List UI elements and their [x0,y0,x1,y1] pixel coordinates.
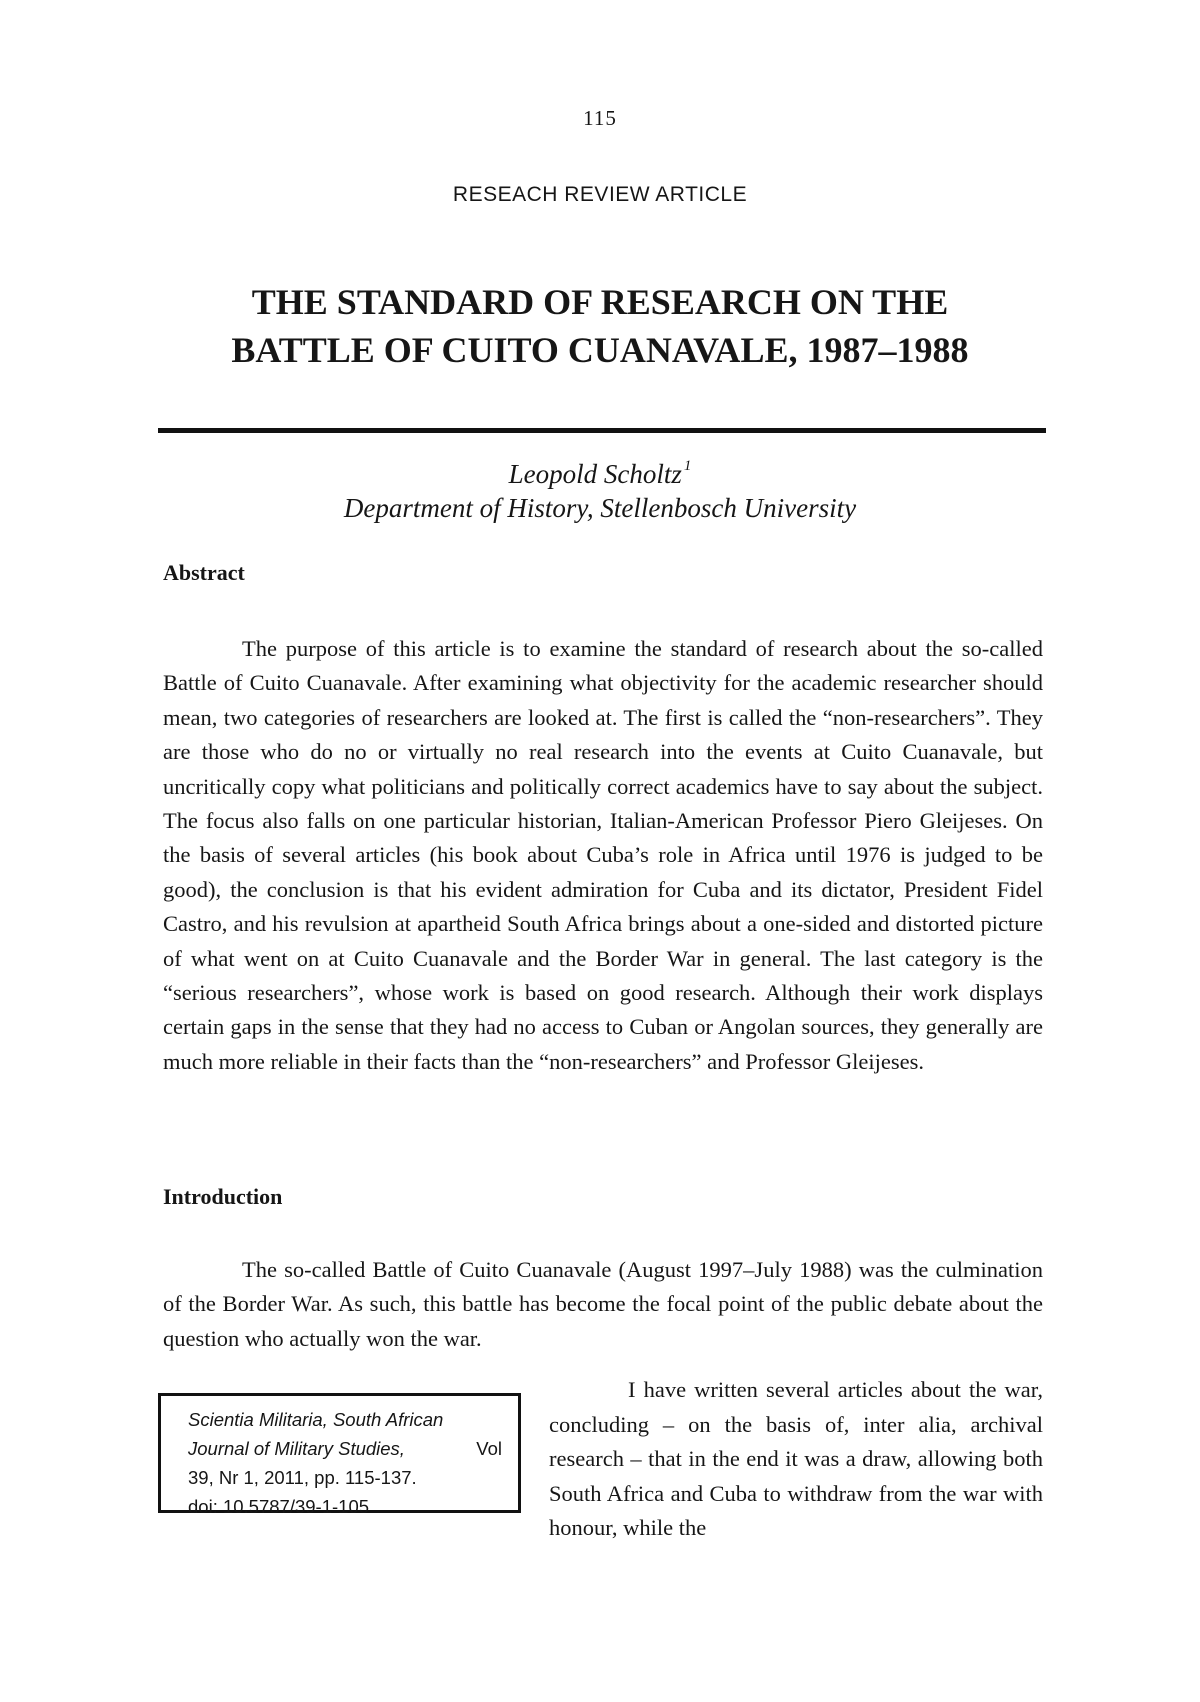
abstract-paragraph: The purpose of this article is to examine the standard of research about the so-called Battle of Cuito Cuanavale. After examining what objectivity for the academic researcher should mean, two categories of researchers are looked at. The first is called the “non-researchers”. They are those who do no or virtually no real research into the events at Cuito Cuanavale, but uncritically copy what politicians and politically correct academics have to say about the subject. The focus also falls on one particular historian, Italian-American Professor Piero Gleijeses. On the basis of several articles (his book about Cuba’s role in Africa until 1976 is judged to be good), the conclusion is that his evident admiration for Cuba and its dictator, President Fidel Castro, and his revulsion at apartheid South Africa brings about a one-sided and distorted picture of what went on at Cuito Cuanavale and the Border War in general. The last category is the “serious researchers”, whose work is based on good research. Although their work displays certain gaps in the sense that they had no access to Cuban or Angolan sources, they generally are much more reliable in their facts than the “non-researchers” and Professor Gleijeses. [163,636,1043,1074]
article-type-label: RESEACH REVIEW ARTICLE [452,183,748,206]
citation-journal-name-end: Journal of Military Studies, [188,1438,405,1459]
page-number: 115 [583,106,617,130]
title-line-2: BATTLE OF CUITO CUANAVALE, 1987–1988 [231,330,969,370]
article-title [0,278,1200,374]
abstract-heading: Abstract [163,560,245,585]
introduction-paragraph-2: I have written several articles about the war, concluding – on the basis of, inter alia, archival research – that in the end it was a draw, allowing both South Africa and Cuba to withdraw from the war with honour, while the [549,1377,1043,1541]
title-divider [158,428,1046,433]
citation-journal-line-2 [188,1434,506,1463]
footnote-marker[interactable]: 1 [683,458,692,474]
citation-volume-label: Vol [476,1438,502,1459]
title-line-1: THE STANDARD OF RESEARCH ON THE [251,282,949,322]
journal-citation-box [158,1393,521,1517]
citation-issue-line: 39, Nr 1, 2011, pp. 115-137. [188,1467,417,1488]
introduction-heading: Introduction [163,1184,283,1209]
citation-journal-line-1: Scientia Militaria, South African [188,1409,444,1430]
citation-doi[interactable]: doi: 10.5787/39-1-105 [188,1496,370,1517]
introduction-paragraph-1: The so-called Battle of Cuito Cuanavale (August 1997–July 1988) was the culmination of the Border War. As such, this battle has become the focal point of the public debate about the question who actually won the war. [163,1257,1043,1351]
author-name: Leopold Scholtz [508,459,682,489]
author-affiliation: Department of History, Stellenbosch University [343,493,857,523]
author-line [0,446,1200,494]
